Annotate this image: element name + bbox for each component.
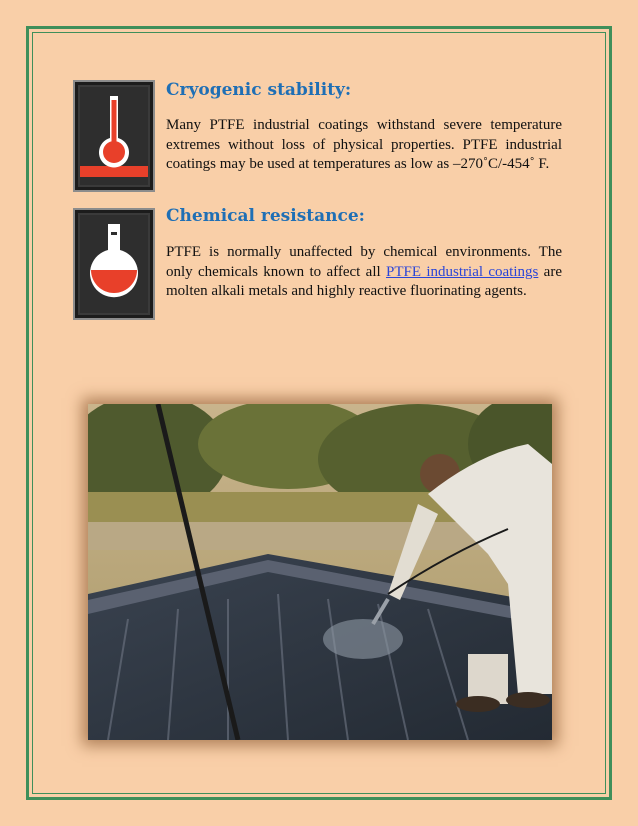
- roof-coating-photo: [88, 404, 552, 740]
- section-text-cryogenic: Many PTFE industrial coatings withstand severe temperature extremes without loss of physical properties. PTFE industrial coatings may be used at temperatures as low as –270˚C/-454˚ F.: [166, 117, 562, 172]
- test-tube-icon: [73, 80, 155, 192]
- section-text-chemical: [166, 243, 562, 302]
- text-before-link: PTFE is normally unaffected by chemical environments. The only chemicals known to affect all: [166, 244, 562, 280]
- flask-icon: [73, 208, 155, 320]
- text-after-link: are molten alkali metals and highly reactive fluorinating agents.: [166, 263, 562, 299]
- section-heading-cryogenic: Cryogenic stability:: [166, 80, 352, 100]
- ptfe-coatings-link[interactable]: PTFE industrial coatings: [386, 263, 539, 280]
- section-heading-chemical: Chemical resistance:: [166, 206, 365, 226]
